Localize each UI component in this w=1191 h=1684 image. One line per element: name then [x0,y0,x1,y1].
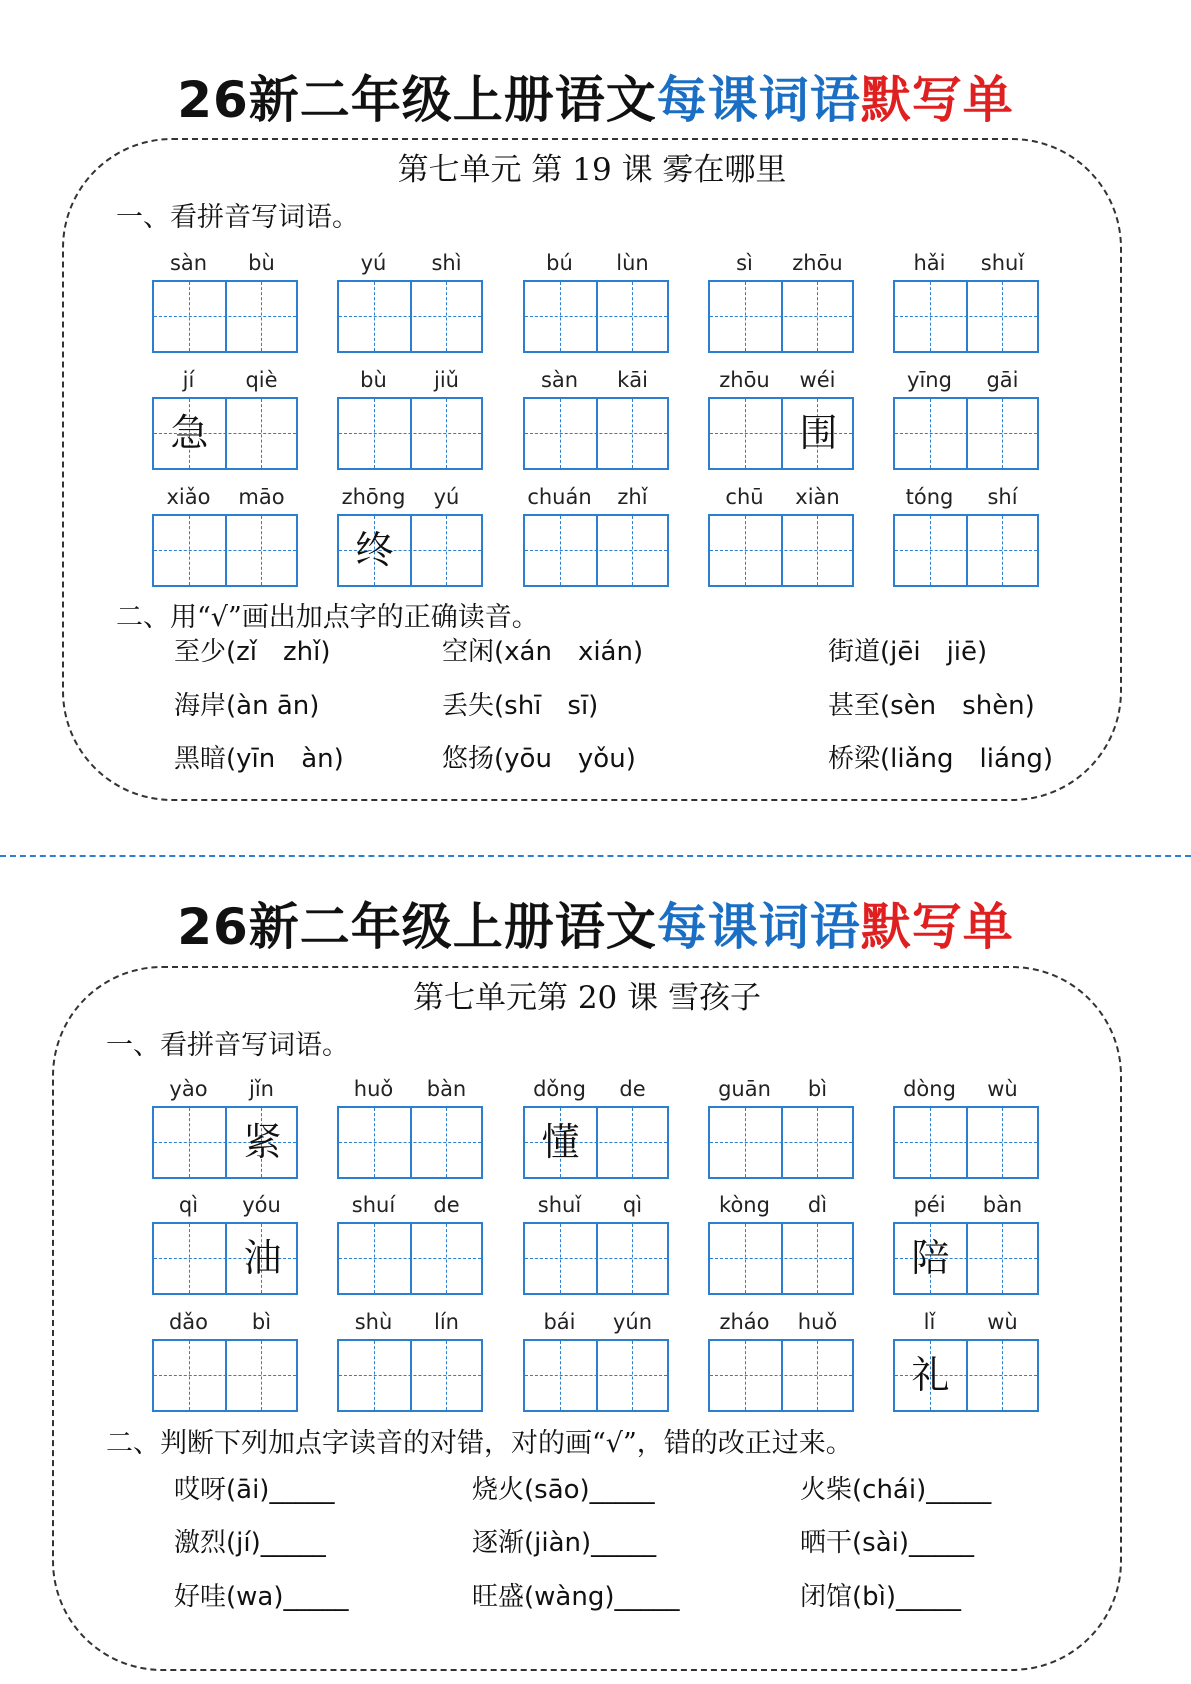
tianzige-box[interactable] [337,1222,483,1295]
tianzige-box[interactable] [523,397,669,470]
section-2-heading: 二、用“√”画出加点字的正确读音。 [116,602,539,633]
pinyin: chū [725,485,764,509]
section-1-heading: 一、看拼音写词语。 [116,202,359,233]
pinyin: bàn [982,1193,1023,1217]
filled-character [339,1108,410,1177]
tianzige-box[interactable] [337,280,483,353]
pinyin: bì [251,1310,272,1334]
filled-character [895,282,966,351]
question-item: 海岸(àn ān) [174,691,320,721]
tianzige-box[interactable] [708,397,854,470]
pinyin: dǎo [168,1310,209,1334]
filled-character [227,282,298,351]
tianzige-box[interactable] [152,1339,298,1412]
filled-character [412,1108,483,1177]
pinyin: shì [431,251,462,275]
pinyin: yīng [907,368,952,392]
question-item: 悠扬(yōu yǒu) [442,744,636,774]
pinyin: lín [434,1310,459,1334]
tianzige-box[interactable] [337,1339,483,1412]
filled-character [710,282,781,351]
pinyin: xiǎo [166,485,211,509]
tianzige-box[interactable] [708,1106,854,1179]
filled-character [598,399,669,468]
pinyin: yú [433,485,460,509]
section-1-heading: 一、看拼音写词语。 [106,1030,349,1061]
pinyin: sì [736,251,753,275]
filled-character [598,1341,669,1410]
question-item: 街道(jēi jiē) [828,637,988,667]
sheet-1-title: 26新二年级上册语文每课词语默写单 [177,71,1014,129]
tianzige-box[interactable] [523,514,669,587]
filled-character [783,1224,854,1293]
filled-character [227,516,298,585]
pinyin: kāi [617,368,648,392]
pinyin: xiàn [795,485,840,509]
pinyin: zhōu [792,251,843,275]
filled-character [968,516,1039,585]
tianzige-box[interactable] [152,514,298,587]
pinyin: de [619,1077,646,1101]
pinyin: bù [360,368,387,392]
filled-character [710,1108,781,1177]
pinyin: yào [169,1077,208,1101]
pinyin: jí [182,368,195,392]
question-item: 黑暗(yīn àn) [174,744,344,774]
tianzige-box[interactable] [152,397,298,470]
pinyin: jǐn [249,1077,274,1101]
filled-character: 急 [170,411,209,455]
filled-character: 懂 [541,1120,580,1164]
question-item: 旺盛(wàng)_____ [472,1582,680,1612]
filled-character [710,1341,781,1410]
question-item: 丢失(shī sī) [442,691,599,721]
pinyin: hǎi [913,251,946,275]
filled-character [339,1224,410,1293]
filled-character [412,282,483,351]
filled-character [412,399,483,468]
filled-character [154,282,225,351]
filled-character [525,1224,596,1293]
pinyin: bái [543,1310,576,1334]
filled-character [525,282,596,351]
filled-character [968,282,1039,351]
filled-character [154,516,225,585]
pinyin: bù [248,251,275,275]
pinyin: bú [546,251,573,275]
filled-character [412,1224,483,1293]
tianzige-box[interactable] [152,1222,298,1295]
pinyin: bì [807,1077,828,1101]
filled-character: 终 [355,528,394,572]
question-item: 烧火(sāo)_____ [472,1475,655,1505]
filled-character [525,1341,596,1410]
question-item: 火柴(chái)_____ [800,1475,992,1505]
pinyin: gāi [986,368,1019,392]
tianzige-box[interactable] [708,280,854,353]
sheet-2-frame [52,966,1122,1671]
filled-character [598,516,669,585]
tianzige-box[interactable] [893,280,1039,353]
filled-character [598,1108,669,1177]
tianzige-box[interactable] [893,1339,1039,1412]
question-item: 哎呀(āi)_____ [174,1475,335,1505]
tianzige-box[interactable] [708,1222,854,1295]
filled-character [598,1224,669,1293]
tianzige-box[interactable] [152,280,298,353]
tianzige-box[interactable] [152,1106,298,1179]
pinyin: bàn [426,1077,467,1101]
filled-character [227,1341,298,1410]
pinyin: zhōng [341,485,406,509]
filled-character: 油 [243,1236,282,1280]
filled-character [710,399,781,468]
pinyin: wù [987,1077,1018,1101]
pinyin: sàn [540,368,579,392]
pinyin: yóu [242,1193,281,1217]
filled-character [710,1224,781,1293]
pinyin: zháo [719,1310,770,1334]
question-item: 逐渐(jiàn)_____ [472,1528,657,1558]
filled-character [598,282,669,351]
pinyin: tóng [905,485,954,509]
pinyin: jiǔ [434,368,459,392]
filled-character: 围 [799,411,838,455]
pinyin: dòng [903,1077,956,1101]
filled-character [525,399,596,468]
pinyin: zhōu [719,368,770,392]
filled-character [154,1224,225,1293]
filled-character [783,282,854,351]
tianzige-box[interactable] [337,1106,483,1179]
filled-character [339,399,410,468]
pinyin: yú [360,251,387,275]
pinyin: guān [718,1077,771,1101]
pinyin: māo [238,485,285,509]
filled-character [339,282,410,351]
tianzige-box[interactable] [893,514,1039,587]
question-item: 空闲(xán xián) [442,637,644,667]
question-item: 桥梁(liǎng liáng) [828,744,1054,774]
filled-character [783,1341,854,1410]
tianzige-box[interactable] [337,397,483,470]
pinyin: zhǐ [617,485,648,509]
pinyin: shuǐ [980,251,1025,275]
sheet-1-frame [62,138,1122,801]
filled-character [154,1341,225,1410]
pinyin: sàn [169,251,208,275]
filled-character [412,516,483,585]
tianzige-box[interactable] [523,1339,669,1412]
filled-character [895,1108,966,1177]
pinyin: péi [913,1193,946,1217]
tianzige-box[interactable] [893,1106,1039,1179]
tianzige-box[interactable] [893,1222,1039,1295]
question-item: 闭馆(bì)_____ [800,1582,962,1612]
pinyin: wéi [799,368,836,392]
pinyin: shù [354,1310,393,1334]
filled-character [154,1108,225,1177]
tianzige-box[interactable] [523,1106,669,1179]
tianzige-box[interactable] [893,397,1039,470]
pinyin: lǐ [923,1310,936,1334]
pinyin: huǒ [797,1310,838,1334]
tianzige-box[interactable] [708,1339,854,1412]
tianzige-box[interactable] [708,514,854,587]
pinyin: shuǐ [537,1193,582,1217]
question-item: 好哇(wa)_____ [174,1582,349,1612]
filled-character [525,516,596,585]
filled-character [227,399,298,468]
pinyin: dǒng [533,1077,586,1101]
pinyin: yún [612,1310,653,1334]
pinyin: wù [987,1310,1018,1334]
pinyin: huǒ [353,1077,394,1101]
question-item: 晒干(sài)_____ [800,1528,974,1558]
filled-character [968,1341,1039,1410]
pinyin: shí [987,485,1018,509]
lesson-title: 第七单元 第 19 课 雾在哪里 [397,152,787,188]
filled-character [412,1341,483,1410]
pinyin: chuán [527,485,592,509]
cut-line [0,855,1191,857]
question-item: 甚至(sèn shèn) [828,691,1035,721]
section-2-heading: 二、判断下列加点字读音的对错，对的画“√”，错的改正过来。 [106,1428,853,1459]
tianzige-box[interactable] [523,280,669,353]
filled-character [783,516,854,585]
lesson-title: 第七单元第 20 课 雪孩子 [412,980,761,1016]
filled-character [710,516,781,585]
filled-character [968,1224,1039,1293]
question-item: 激烈(jí)_____ [174,1528,326,1558]
filled-character: 礼 [911,1353,950,1397]
filled-character [968,399,1039,468]
tianzige-box[interactable] [523,1222,669,1295]
filled-character [339,1341,410,1410]
pinyin: shuí [351,1193,396,1217]
pinyin: lùn [616,251,649,275]
filled-character [895,399,966,468]
pinyin: dì [807,1193,828,1217]
filled-character [895,516,966,585]
filled-character [783,1108,854,1177]
filled-character [968,1108,1039,1177]
pinyin: qì [178,1193,199,1217]
pinyin: kòng [719,1193,770,1217]
pinyin: qiè [245,368,278,392]
pinyin: de [433,1193,460,1217]
pinyin: qì [622,1193,643,1217]
tianzige-box[interactable] [337,514,483,587]
filled-character: 紧 [243,1120,282,1164]
filled-character: 陪 [911,1236,950,1280]
sheet-2-title: 26新二年级上册语文每课词语默写单 [177,898,1014,956]
question-item: 至少(zǐ zhǐ) [174,637,331,667]
